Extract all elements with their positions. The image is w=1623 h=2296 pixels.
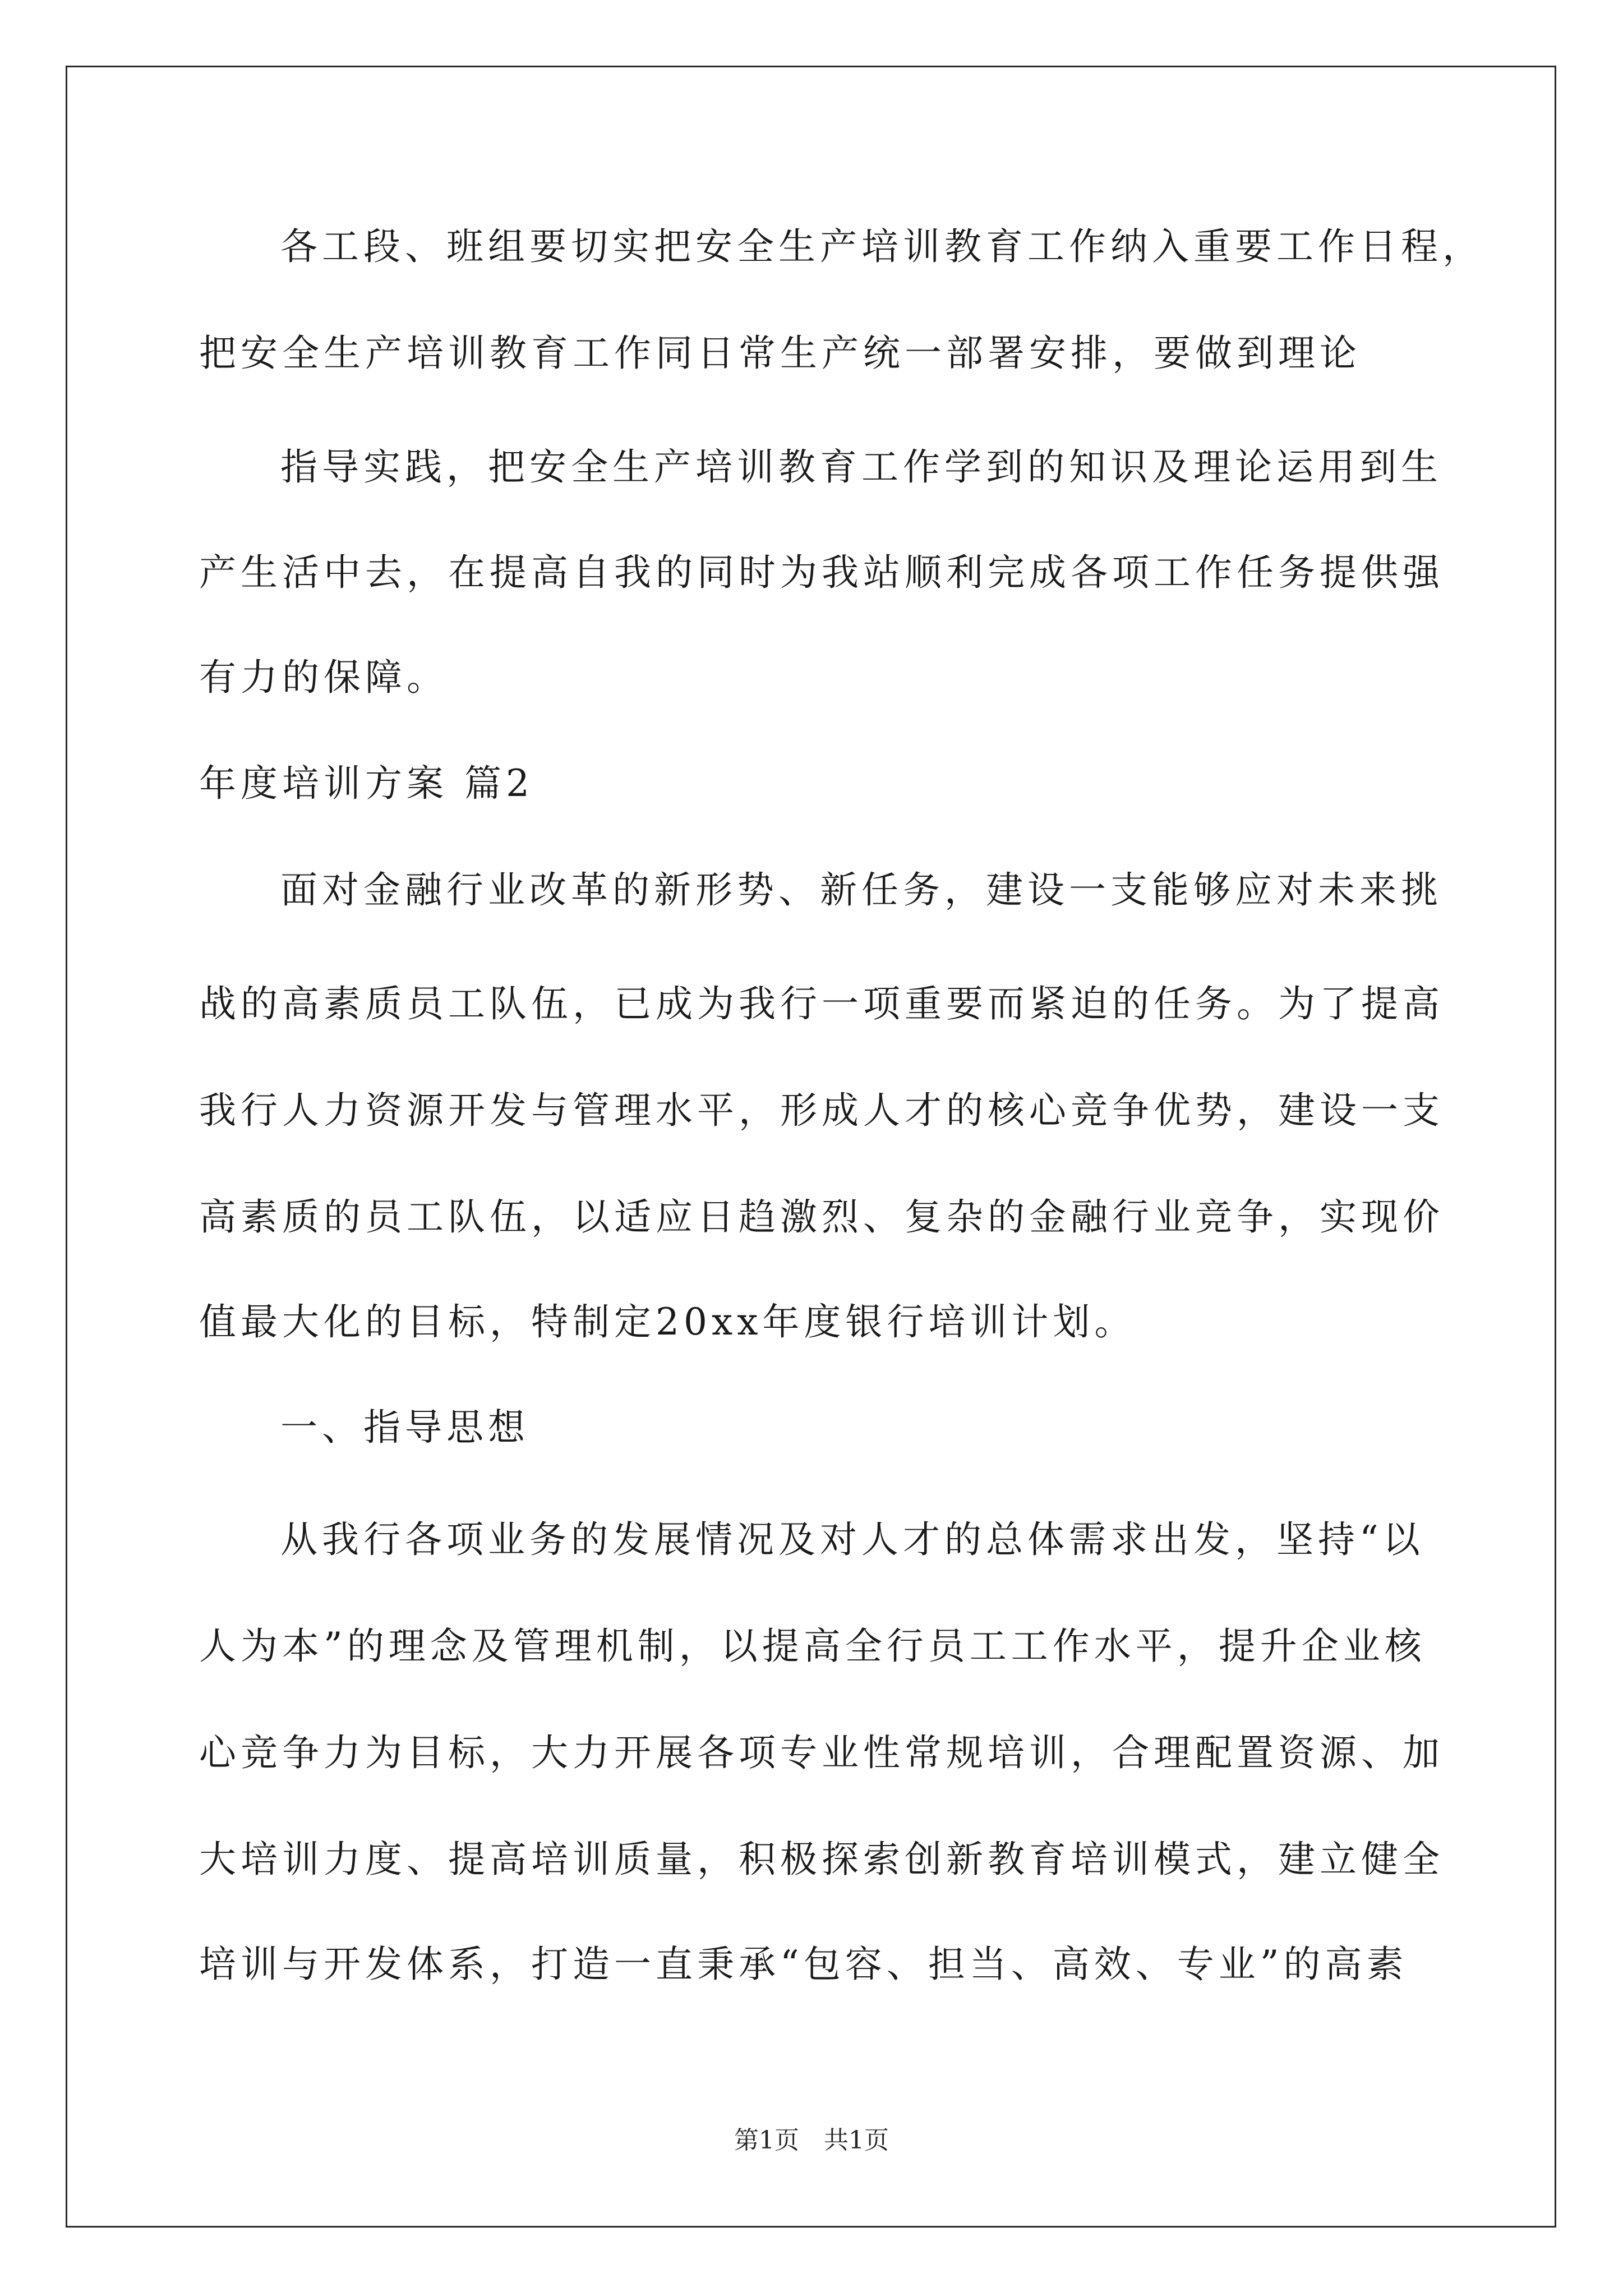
text-line: 战的高素质员工队伍，已成为我行一项重要而紧迫的任务。为了提高: [199, 982, 1444, 1025]
text-line: 有力的保障。: [199, 656, 448, 699]
page-footer: 第1页 共1页: [734, 2126, 889, 2155]
text-line: 面对金融行业改革的新形势、新任务，建设一支能够应对未来挑: [280, 868, 1442, 912]
text-line: 指导实践，把安全生产培训教育工作学到的知识及理论运用到生: [280, 445, 1442, 489]
text-line: 高素质的员工队伍，以适应日趋激烈、复杂的金融行业竞争，实现价: [199, 1195, 1444, 1239]
text-line: 各工段、班组要切实把安全生产培训教育工作纳入重要工作日程，: [280, 225, 1484, 268]
text-line: 产生活中去，在提高自我的同时为我站顺利完成各项工作任务提供强: [199, 551, 1444, 594]
text-line: 大培训力度、提高培训质量，积极探索创新教育培训模式，建立健全: [199, 1838, 1444, 1881]
text-line: 人为本”的理念及管理机制，以提高全行员工工作水平，提升企业核: [199, 1625, 1426, 1668]
page-border: [66, 66, 1556, 2228]
text-line: 我行人力资源开发与管理水平，形成人才的核心竞争优势，建设一支: [199, 1089, 1444, 1132]
section-heading: 年度培训方案 篇2: [199, 762, 534, 805]
text-line: 培训与开发体系，打造一直秉承“包容、担当、高效、专业”的高素: [199, 1943, 1408, 1986]
subheading: 一、指导思想: [280, 1406, 529, 1449]
text-line: 把安全生产培训教育工作同日常生产统一部署安排，要做到理论: [199, 332, 1361, 375]
text-line: 心竞争力为目标，大力开展各项专业性常规培训，合理配置资源、加: [199, 1731, 1444, 1774]
text-line: 从我行各项业务的发展情况及对人才的总体需求出发，坚持“以: [280, 1518, 1424, 1561]
text-line: 值最大化的目标，特制定20xx年度银行培训计划。: [199, 1300, 1136, 1343]
